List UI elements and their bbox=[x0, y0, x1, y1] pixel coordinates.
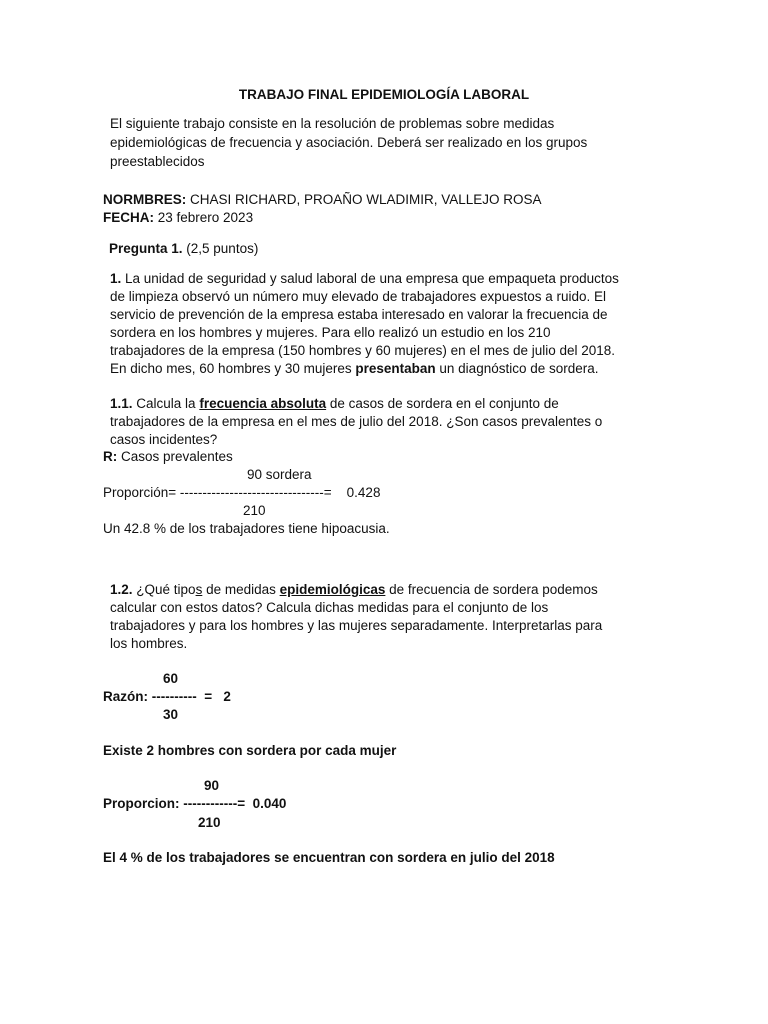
problem-line-6 bbox=[110, 360, 599, 378]
question-label: Pregunta 1. bbox=[109, 241, 183, 256]
date-value: 23 febrero 2023 bbox=[154, 210, 254, 225]
prop1-interpretation: Un 42.8 % de los trabajadores tiene hipoacusia. bbox=[103, 521, 390, 536]
q11-line-2: trabajadores de la empresa en el mes de julio del 2018. ¿Son casos prevalentes o bbox=[110, 414, 603, 429]
q11-number: 1.1. bbox=[110, 396, 133, 411]
answer-label: R: bbox=[103, 449, 118, 464]
prop2-numerator: 90 bbox=[204, 778, 220, 793]
q12-text-b: de medidas bbox=[202, 582, 280, 597]
prop1-numerator: 90 sordera bbox=[247, 467, 312, 482]
q12-text-a: ¿Qué tipo bbox=[132, 582, 196, 597]
names-value: CHASI RICHARD, PROAÑO WLADIMIR, VALLEJO ROSA bbox=[186, 192, 542, 207]
question-points: (2,5 puntos) bbox=[182, 241, 259, 256]
prop2-interpretation: El 4 % de los trabajadores se encuentran con sordera en julio del 2018 bbox=[103, 850, 555, 865]
prop1-denominator: 210 bbox=[243, 503, 266, 518]
prop1-formula: Proporción= --------------------------------= 0.428 bbox=[103, 485, 381, 500]
q11-line-3: casos incidentes? bbox=[110, 432, 218, 447]
q12-line-1 bbox=[110, 581, 598, 599]
problem-line-3: servicio de prevención de la empresa estaba interesado en valorar la frecuencia de bbox=[110, 307, 608, 322]
q12-line-4: los hombres. bbox=[110, 636, 188, 651]
problem-line-4: sordera en los hombres y mujeres. Para ello realizó un estudio en los 210 bbox=[110, 325, 551, 340]
ratio-formula: Razón: ---------- = 2 bbox=[103, 689, 231, 704]
problem-last-text: En dicho mes, 60 hombres y 30 mujeres bbox=[110, 361, 356, 376]
ratio-interpretation: Existe 2 hombres con sordera por cada mujer bbox=[103, 743, 397, 758]
answer-line bbox=[103, 448, 233, 466]
q11-underlined: frecuencia absoluta bbox=[199, 396, 327, 411]
q12-underlined: epidemiológicas bbox=[279, 582, 386, 597]
problem-number: 1. bbox=[110, 271, 122, 286]
intro-line-1: El siguiente trabajo consiste en la resolución de problemas sobre medidas bbox=[110, 116, 555, 131]
q12-underlined-s: s bbox=[195, 582, 203, 597]
problem-last-end: un diagnóstico de sordera. bbox=[435, 361, 599, 376]
q12-text-c: de frecuencia de sordera podemos bbox=[385, 582, 598, 597]
date-line bbox=[103, 209, 253, 227]
problem-line-2: de limpieza observó un número muy elevado de trabajadores expuestos a ruido. El bbox=[110, 289, 607, 304]
date-label: FECHA: bbox=[103, 210, 154, 225]
q12-line-2: calcular con estos datos? Calcula dichas medidas para el conjunto de los bbox=[110, 600, 549, 615]
document-title: TRABAJO FINAL EPIDEMIOLOGÍA LABORAL bbox=[238, 87, 530, 102]
intro-line-2: epidemiológicas de frecuencia y asociación. Deberá ser realizado en los grupos bbox=[110, 135, 588, 150]
q11-text-b: de casos de sordera en el conjunto de bbox=[326, 396, 559, 411]
q12-number: 1.2. bbox=[110, 582, 133, 597]
answer-value: Casos prevalentes bbox=[117, 449, 233, 464]
names-line bbox=[103, 191, 542, 209]
problem-line-5: trabajadores de la empresa (150 hombres y 60 mujeres) en el mes de julio del 2018. bbox=[110, 343, 616, 358]
problem-line-1 bbox=[110, 270, 619, 288]
problem-last-bold: presentaban bbox=[355, 361, 436, 376]
problem-text-1: La unidad de seguridad y salud laboral de una empresa que empaqueta productos bbox=[121, 271, 619, 286]
q11-line-1 bbox=[110, 395, 559, 413]
q12-line-3: trabajadores y para los hombres y las mujeres separadamente. Interpretarlas para bbox=[110, 618, 603, 633]
names-label: NORMBRES: bbox=[103, 192, 187, 207]
prop2-denominator: 210 bbox=[198, 815, 221, 830]
ratio-numerator: 60 bbox=[163, 671, 179, 686]
q11-text-a: Calcula la bbox=[132, 396, 200, 411]
question-heading bbox=[109, 240, 258, 258]
prop2-formula: Proporcion: ------------= 0.040 bbox=[103, 796, 287, 811]
intro-line-3: preestablecidos bbox=[110, 154, 205, 169]
ratio-denominator: 30 bbox=[163, 707, 179, 722]
